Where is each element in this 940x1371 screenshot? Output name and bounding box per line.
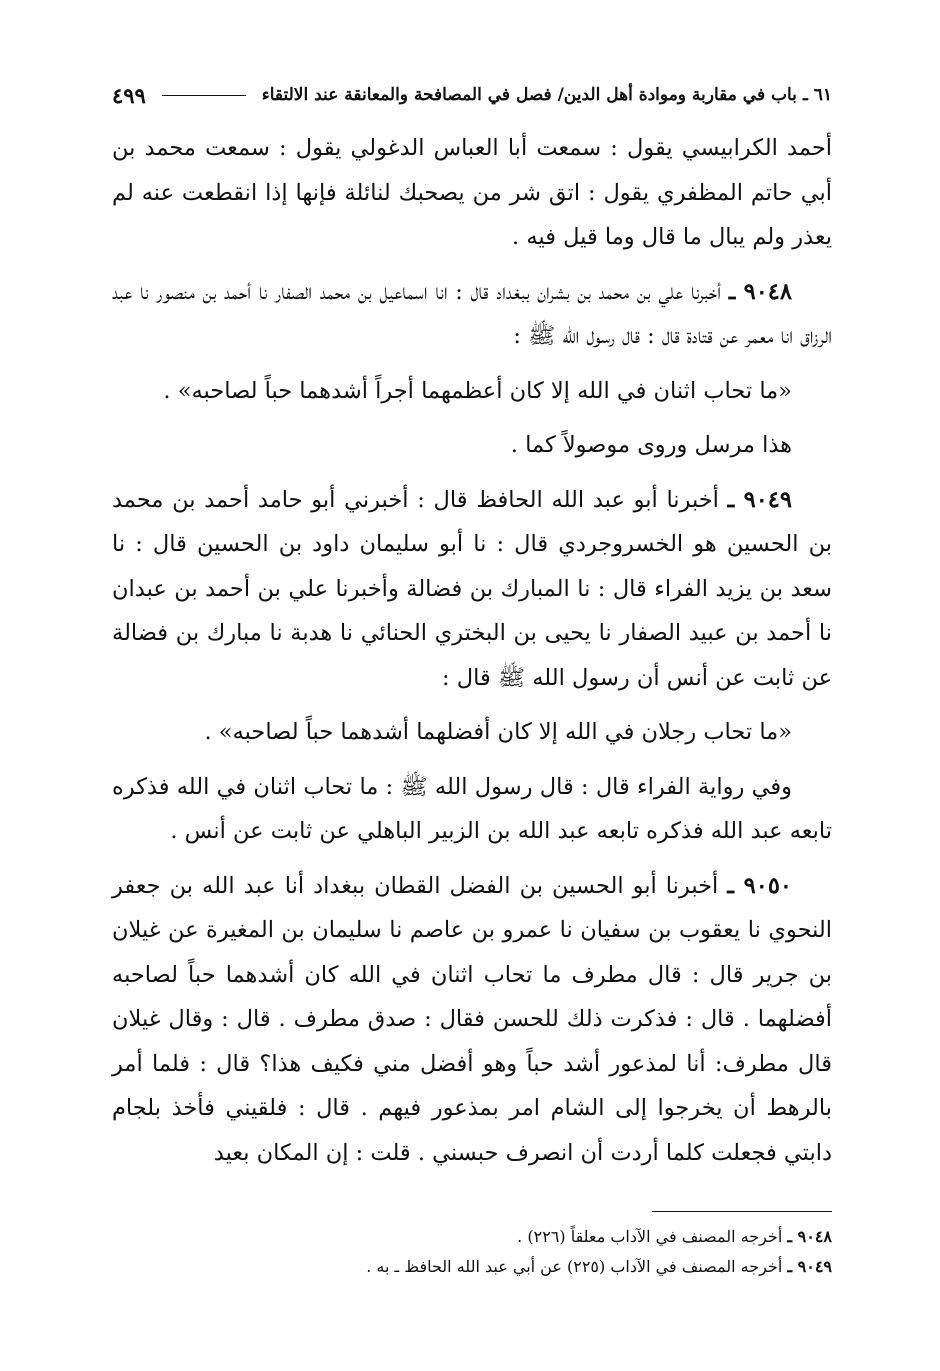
footnote: ٩٠٤٩ ـ أخرجه المصنف في الآداب (٢٢٥) عن أبي عبد الله الحافظ ـ به . xyxy=(366,1257,832,1276)
footnotes xyxy=(112,1222,832,1282)
hadith-quote: «ما تحاب رجلان في الله إلا كان أفضلهما أشدهما حباً لصاحبه» . xyxy=(204,719,792,745)
paragraph: أحمد الكرابيسي يقول : سمعت أبا العباس الدغولي يقول : سمعت محمد بن أبي حاتم المظفري يقول : اتق شر من يصحبك لنائلة فإنها إذا انقطعت عنه لم يعذر ولم يبال ما قال وما قيل فيه . xyxy=(112,135,832,250)
footnote-number: ٩٠٤٩ ـ xyxy=(787,1257,832,1276)
footnote-rule xyxy=(652,1211,832,1212)
running-header xyxy=(112,78,832,112)
footnote: ٩٠٤٨ ـ أخرجه المصنف في الآداب معلقاً (٢٢٦) . xyxy=(517,1227,832,1246)
hadith-9048: ٩٠٤٨ ـ أخبرنا علي بن محمد بن بشران ببغداد قال : انا اسماعيل بن محمد الصفار نا أحمد بن منصور نا عبد الرزاق انا معمر عن قتادة قال : قال رسول الله ﷺ : xyxy=(112,278,832,349)
hadith-number: ٩٠٥٠ ـ xyxy=(727,872,792,899)
hadith-quote: «ما تحاب اثنان في الله إلا كان أعظمهما أجراً أشدهما حباً لصاحبه» . xyxy=(163,377,792,404)
paragraph: وفي رواية الفراء قال : قال رسول الله ﷺ : ما تحاب اثنان في الله فذكره تابعه عبد الله فذكره تابعه عبد الله بن الزبير الباهلي عن ثابت عن أنس . xyxy=(112,773,832,844)
hadith-9049: ٩٠٤٩ ـ أخبرنا أبو عبد الله الحافظ قال : أخبرني أبو حامد أحمد بن محمد بن الحسين هو الخسروجردي قال : نا أبو سليمان داود بن الحسين قال : نا سعد بن يزيد الفراء قال : نا المبارك بن فضالة وأخبرنا علي بن أحمد بن عبدان نا أحمد بن عبيد الصفار نا يحيى بن البختري الحنائي نا هدبة نا مبارك بن فضالة عن ثابت عن أنس أن رسول الله ﷺ قال : xyxy=(112,486,832,691)
chapter-title: ٦١ ـ باب في مقاربة وموادة أهل الدين/ فصل في المصافحة والمعانقة عند الالتقاء xyxy=(261,85,832,105)
hadith-number: ٩٠٤٩ ـ xyxy=(727,486,792,513)
hadith-number: ٩٠٤٨ ـ xyxy=(728,278,792,305)
paragraph: هذا مرسل وروى موصولاً كما . xyxy=(510,432,792,458)
main-text xyxy=(112,126,832,1175)
footnote-number: ٩٠٤٨ ـ xyxy=(787,1227,832,1246)
hadith-9050: ٩٠٥٠ ـ أخبرنا أبو الحسين بن الفضل القطان ببغداد أنا عبد الله بن جعفر النحوي نا يعقوب بن سفيان نا عمرو بن عاصم نا سليمان بن المغيرة عن غيلان بن جرير قال : قال مطرف ما تحاب اثنان في الله كان أشدهما حباً لصاحبه أفضلهما . قال : فذكرت ذلك للحسن فقال : صدق مطرف . قال : وقال غيلان قال مطرف: أنا لمذعور أشد حباً وهو أفضل مني فكيف هذا؟ قال : فلما أمر بالرهط أن يخرجوا إلى الشام امر بمذعور فيهم . قال : فلقيني فأخذ بلجام دابتي فجعلت كلما أردت أن انصرف حبسني . قلت : إن المكان بعيد xyxy=(112,872,832,1166)
header-rule xyxy=(162,95,246,96)
page-number: ٤٩٩ xyxy=(112,82,146,108)
